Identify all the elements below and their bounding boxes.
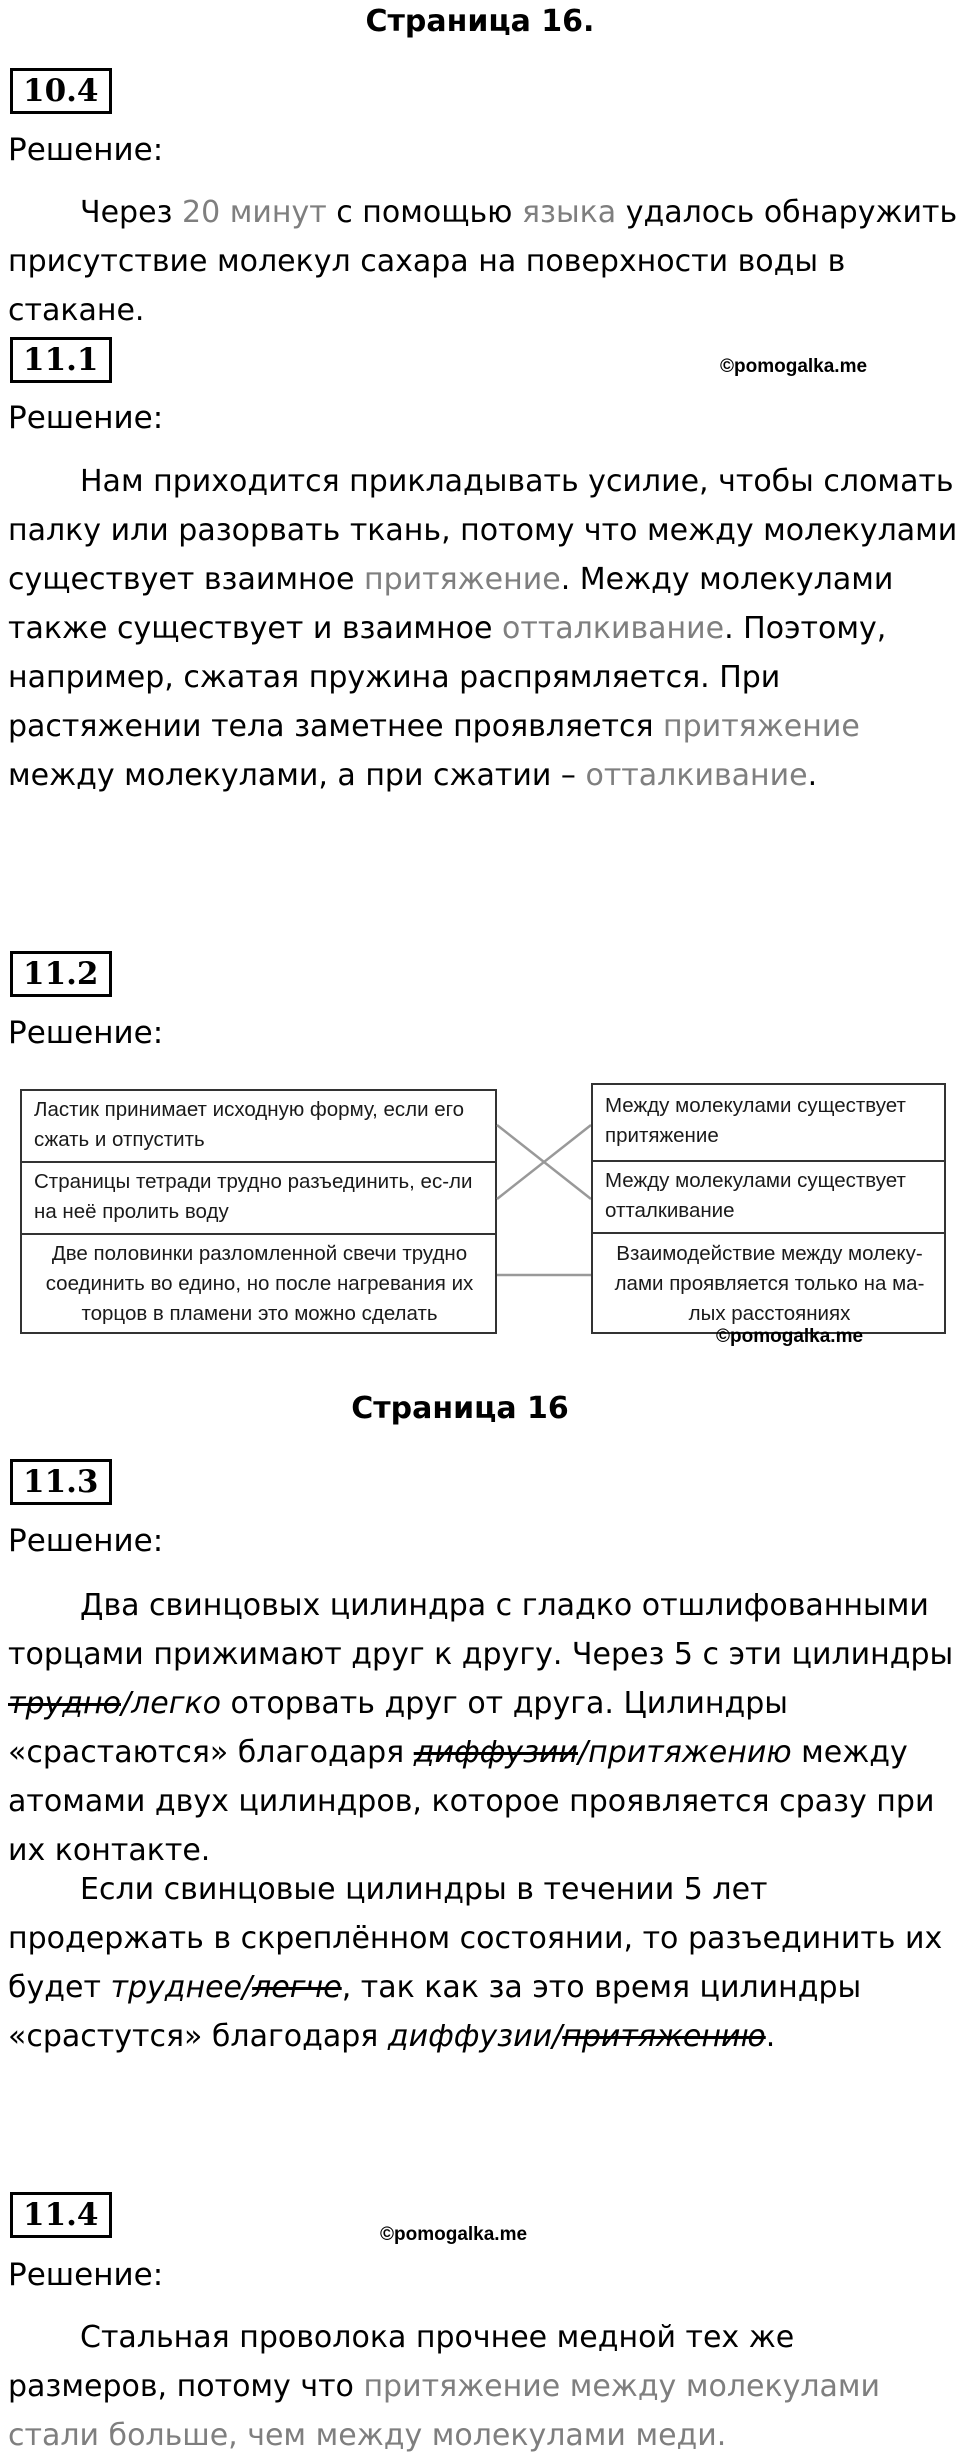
- text-run: отталкивание: [585, 758, 808, 793]
- text-run: притяжение: [363, 562, 561, 597]
- page-title-1: Страница 16.: [365, 4, 595, 39]
- text-run: притяжение: [663, 709, 860, 744]
- task-number-11-4: 11.4: [10, 2192, 112, 2238]
- text-run: трудно: [8, 1686, 121, 1721]
- text-run: . Между молекулами также существует и взаимное: [8, 562, 894, 646]
- page-title-2: Страница 16: [351, 1391, 569, 1426]
- watermark: ©pomogalka.me: [720, 356, 868, 377]
- solution-label: Решение:: [8, 2257, 164, 2293]
- solution-label: Решение:: [8, 1015, 164, 1051]
- text-run: притяжению: [562, 2019, 766, 2054]
- text-run: Два свинцовых цилиндра с гладко отшлифованными торцами прижимают друг к другу. Через 5 с эти цилиндры: [8, 1588, 954, 1672]
- divider: [593, 1232, 944, 1234]
- text-run: языка: [521, 195, 617, 230]
- text-run: удалось обнаружить присутствие молекул сахара на поверхности воды в стакане.: [8, 195, 958, 328]
- text-run: труднее/: [110, 1970, 253, 2005]
- text-run: между атомами двух цилиндров, которое проявляется сразу при их контакте.: [8, 1735, 935, 1868]
- left-statement: Две половинки разломленной свечи трудно соединить во едино, но после нагревания их торцов в пламени это можно сделать: [45, 1242, 474, 1325]
- text-run: .: [765, 2019, 776, 2054]
- text-run: /легко: [120, 1686, 221, 1721]
- text-run: /притяжению: [577, 1735, 792, 1770]
- watermark: ©pomogalka.me: [716, 1326, 864, 1347]
- right-statement: Между молекулами существует отталкивание: [605, 1169, 906, 1222]
- solution-label: Решение:: [8, 400, 164, 436]
- text-run: .: [807, 758, 818, 793]
- text-run: Нам приходится прикладывать усилие, чтобы сломать палку или разорвать ткань, потому что между молекулами существует взаимное: [8, 464, 958, 597]
- text-run: 20 минут: [182, 195, 327, 230]
- right-statements-box: [591, 1083, 946, 1334]
- text-run: Если свинцовые цилиндры в течении 5 лет продержать в скреплённом состоянии, то разъединить их будет: [8, 1872, 943, 2005]
- text-run: легче: [252, 1970, 342, 2005]
- task-number-10-4: 10.4: [10, 68, 112, 114]
- solution-label: Решение:: [8, 1523, 164, 1559]
- task-number-11-2: 11.2: [10, 951, 112, 997]
- left-statement: Страницы тетради трудно разъединить, ес-ли на неё пролить воду: [34, 1170, 473, 1223]
- text-run: диффузии: [413, 1735, 578, 1770]
- solution-label: Решение:: [8, 132, 164, 168]
- text-run: Через: [80, 195, 183, 230]
- text-run: отталкивание: [501, 611, 725, 646]
- text-run: с помощью: [326, 195, 522, 230]
- answer-11-4: [8, 2313, 958, 2460]
- text-run: диффузии/: [387, 2019, 563, 2054]
- right-statement: Взаимодействие между молеку-лами проявляется только на ма-лых расстояниях: [614, 1242, 925, 1325]
- text-run: оторвать друг от друга. Цилиндры «срастаются» благодаря: [8, 1686, 788, 1770]
- answer-11-3-part-1: [8, 1581, 958, 1875]
- text-run: Стальная проволока прочнее медной тех же размеров, потому что: [8, 2320, 795, 2404]
- task-number-11-1: 11.1: [10, 337, 112, 383]
- task-number-11-3: 11.3: [10, 1459, 112, 1505]
- answer-11-3-part-2: [8, 1865, 958, 2061]
- right-statement: Между молекулами существует притяжение: [605, 1094, 906, 1147]
- text-run: между молекулами, а при сжатии –: [8, 758, 586, 793]
- text-run: . Поэтому, например, сжатая пружина распрямляется. При растяжении тела заметнее проявляется: [8, 611, 887, 744]
- left-statement: Ластик принимает исходную форму, если его сжать и отпустить: [34, 1098, 465, 1151]
- watermark: ©pomogalka.me: [380, 2224, 528, 2245]
- text-run: , так как за это время цилиндры «срастутся» благодаря: [8, 1970, 862, 2054]
- text-run: притяжение между молекулами стали больше, чем между молекулами меди.: [8, 2369, 881, 2453]
